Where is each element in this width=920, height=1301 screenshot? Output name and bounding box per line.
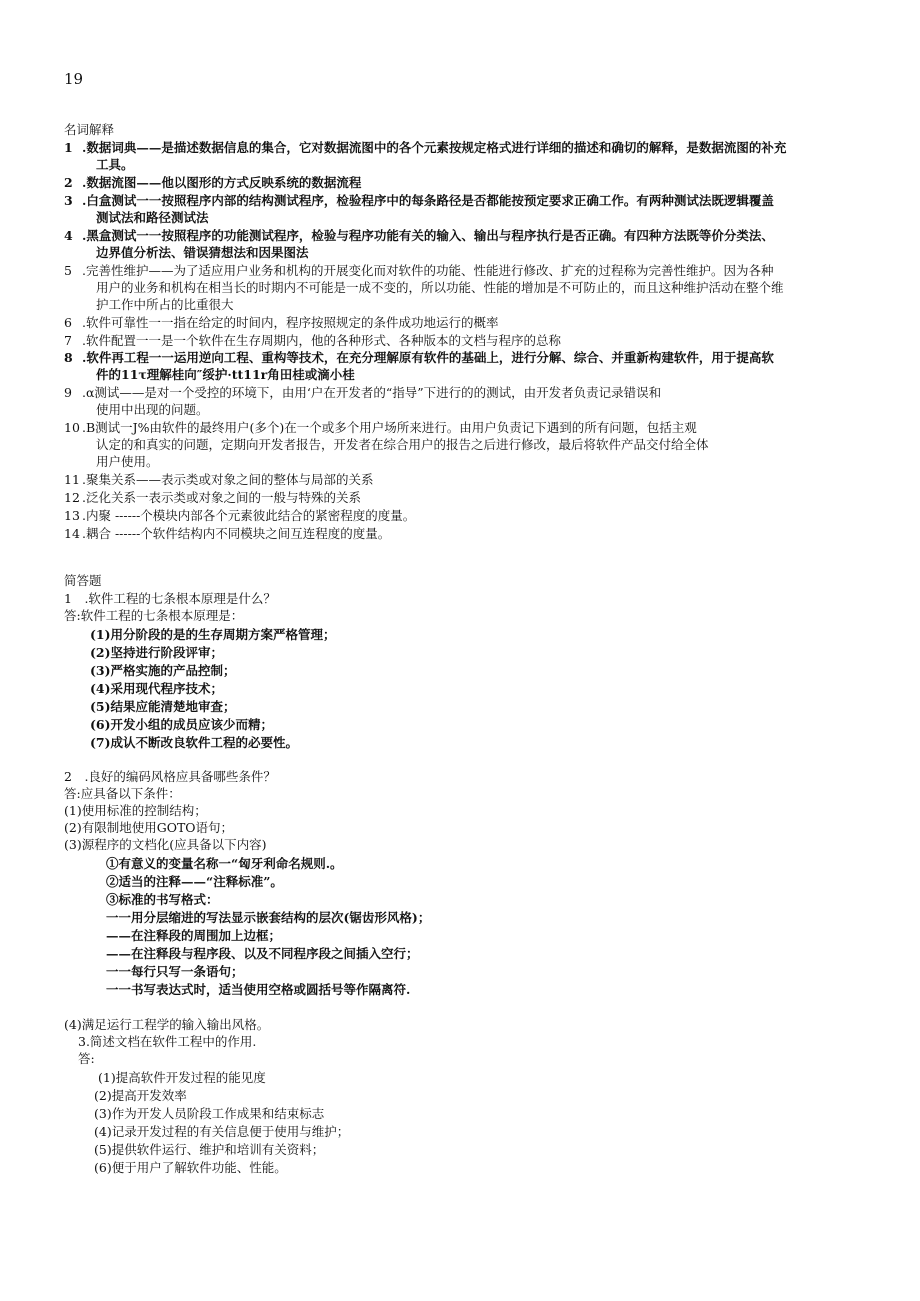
q2-sub-4: 一一用分层缩进的写法显示嵌套结构的层次(锯齿形风格)； [106,910,431,925]
q2-sub-5: ——在注释段的周围加上边框； [106,928,282,943]
q1-point-7: (7)成认不断改良软件工程的必要性。 [90,735,299,750]
glossary-item-2: 2 .数据流图——他以图形的方式反映系统的数据流程 [64,175,362,190]
q2-point-2: (2)有限制地使用GOTO语句； [64,820,234,835]
glossary-item-1: 1 .数据词典——是描述数据信息的集合，它对数据流图中的各个元素按规定格式进行详细的描述和确切的解释，是数据流图的补充 [64,140,787,155]
glossary-item-5-cont-1: 用户的业务和机构在相当长的时期内不可能是一成不变的，所以功能、性能的增加是不可防止的，而且这种维护活动在整个维 [96,280,784,295]
glossary-item-10: 10 .B测试一J%由软件的最终用户(多个)在一个或多个用户场所来进行。由用户负责记下遇到的所有问题，包括主观 [64,420,697,435]
glossary-item-11: 11 .聚集关系——表示类或对象之间的整体与局部的关系 [64,472,374,487]
q3-point-3: (3)作为开发人员阶段工作成果和结束标志 [94,1106,325,1121]
q3-answer: 答: [78,1051,95,1066]
glossary-item-10-cont-2: 用户使用。 [96,454,159,469]
q2-sub-6: ——在注释段与程序段、以及不同程序段之间插入空行； [106,946,419,961]
glossary-item-1-cont: 工具。 [96,157,134,172]
q2-sub-2: ②适当的注释——“注释标准”。 [106,874,283,889]
q1-point-1: (1)用分阶段的是的生存周期方案严格管理； [90,627,336,642]
glossary-item-12: 12 .泛化关系一表示类或对象之间的一般与特殊的关系 [64,490,361,505]
glossary-item-4-cont: 边界值分析法、错误猜想法和因果图法 [96,245,309,260]
q2-sub-7: 一一每行只写一条语句； [106,964,244,979]
q1-point-6: (6)开发小组的成员应该少而精； [90,717,274,732]
q1-point-2: (2)坚持进行阶段评审； [90,645,224,660]
glossary-item-8: 8 .软件再工程一一运用逆向工程、重构等技术，在充分理解原有软件的基础上，进行分解、综合、并重新构建软件，用于提高软 [64,350,774,365]
glossary-item-10-cont-1: 认定的和真实的问题，定期向开发者报告，开发者在综合用户的报告之后进行修改，最后将软件产品交付给全体 [96,437,709,452]
glossary-heading: 名词解释 [64,122,115,137]
q1-question: 1 .软件工程的七条根本原理是什么？ [64,591,276,606]
q3-point-5: (5)提供软件运行、维护和培训有关资料； [94,1142,325,1157]
q1-answer: 答:软件工程的七条根本原理是： [64,608,244,623]
page-number: 19 [64,70,84,88]
glossary-item-7: 7 .软件配置一一是一个软件在生存周期内，他的各种形式、各种版本的文档与程序的总称 [64,333,561,348]
glossary-item-3-cont: 测试法和路径测试法 [96,210,209,225]
glossary-item-9-cont: 使用中出现的问题。 [96,402,209,417]
glossary-item-13: 13 .内聚 ------个模块内部各个元素彼此结合的紧密程度的度量。 [64,508,416,523]
glossary-item-3: 3 .白盒测试一一按照程序内部的结构测试程序，检验程序中的每条路径是否都能按预定要求正确工作。有两种测试法既逻辑覆盖 [64,193,774,208]
q2-sub-3: ③标准的书写格式： [106,892,219,907]
q3-point-4: (4)记录开发过程的有关信息便于使用与维护； [94,1124,350,1139]
q2-sub-1: ①有意义的变量名称一“匈牙利命名规则.。 [106,856,343,871]
glossary-item-9: 9 .α测试——是对一个受控的环境下，由用‘户在开发者的“指导”下进行的的测试，由开发者负责记录错误和 [64,385,662,400]
q2-sub-8: 一一书写表达式时，适当使用空格或圆括号等作隔离符. [106,982,411,997]
qa-heading: 简答题 [64,573,102,588]
q2-point-3: (3)源程序的文档化(应具备以下内容) [64,837,267,852]
glossary-item-8-cont: 件的11τ理解桂向″绥护·tt11r角田桂或滴小桂 [96,367,355,382]
q3-question: 3.简述文档在软件工程中的作用. [78,1034,257,1049]
q2-point-1: (1)使用标准的控制结构； [64,803,207,818]
q1-point-4: (4)采用现代程序技术； [90,681,224,696]
q2-point-4: (4)满足运行工程学的输入输出风格。 [64,1017,270,1032]
q1-point-3: (3)严格实施的产品控制； [90,663,236,678]
q1-point-5: (5)结果应能清楚地审查； [90,699,236,714]
q2-answer: 答:应具备以下条件： [64,786,181,801]
q2-question: 2 .良好的编码风格应具备哪些条件？ [64,769,276,784]
glossary-item-5-cont-2: 护工作中所占的比重很大 [96,297,234,312]
glossary-item-4: 4 .黑盒测试一一按照程序的功能测试程序，检验与程序功能有关的输入、输出与程序执行是否正确。有四种方法既等价分类法、 [64,228,774,243]
q3-point-6: (6)便于用户了解软件功能、性能。 [94,1160,287,1175]
glossary-item-5: 5 .完善性维护——为了适应用户业务和机构的开展变化而对软件的功能、性能进行修改、扩充的过程称为完善性维护。因为各种 [64,263,774,278]
q3-point-2: (2)提高开发效率 [94,1088,187,1103]
glossary-item-14: 14 .耦合 ------个软件结构内不同模块之间互连程度的度量。 [64,526,391,541]
q3-point-1: (1)提高软件开发过程的能见度 [98,1070,266,1085]
glossary-item-6: 6 .软件可靠性一一指在给定的时间内，程序按照规定的条件成功地运行的概率 [64,315,499,330]
